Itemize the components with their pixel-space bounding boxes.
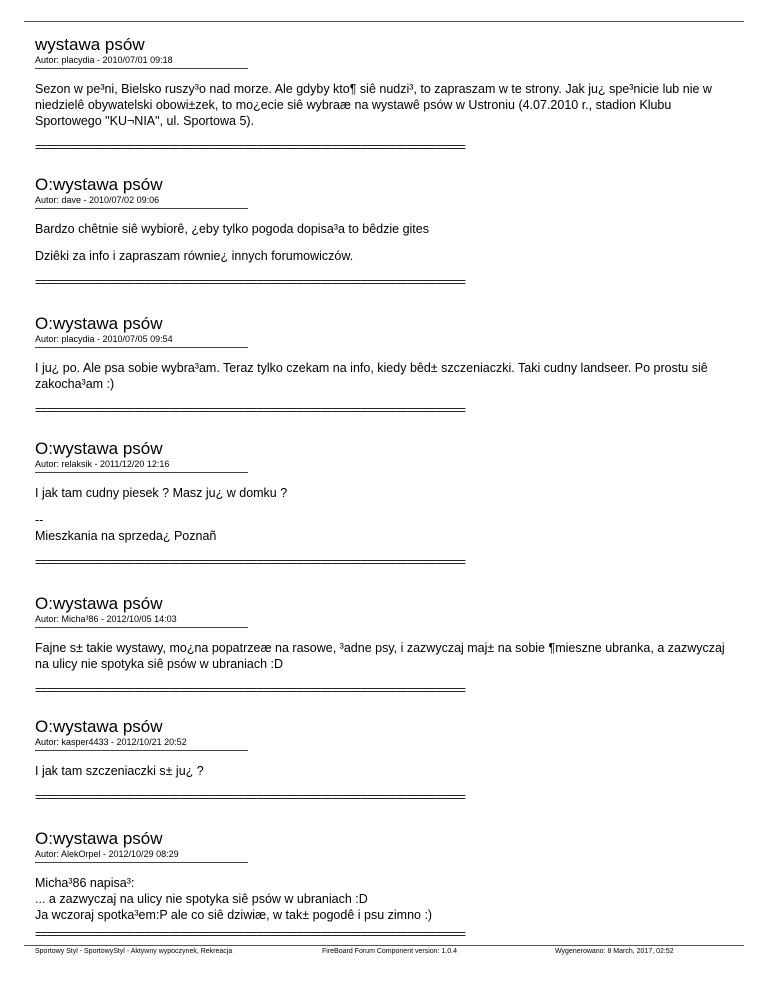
post-meta: Autor: dave - 2010/07/02 09:06 <box>35 195 160 205</box>
post-paragraph: Fajne s± takie wystawy, mo¿na popatrzeæ na rasowe, ³adne psy, i zazwyczaj maj± na sobie ¶mieszne ubranka, a zazwyczaj na ulicy nie spotyka siê psów w ubraniach :D <box>35 641 725 671</box>
footer-component-version: FireBoard Forum Component version: 1.0.4 <box>322 948 458 955</box>
post-body <box>35 360 735 392</box>
post-separator: ========================================================================== <box>35 927 465 941</box>
post-signature: -- Mieszkania na sprzeda¿ Poznañ <box>35 513 217 543</box>
post <box>35 176 735 289</box>
post-paragraph: Sezon w pe³ni, Bielsko ruszy³o nad morze. Ale gdyby kto¶ siê nudzi³, to zapraszam w te strony. Jak ju¿ spe³nicie lub nie w niedzielê obywatelski obowi±zek, to mo¿ecie siê wybraæ na wystawê psów w Ustroniu (4.07.2010 r., stadion Klubu Sportowego "KU¬NIA", ul. Sportowa 5). <box>35 82 712 128</box>
post-title: O:wystawa psów <box>35 314 163 333</box>
post-meta: Autor: kasper4433 - 2012/10/21 20:52 <box>35 737 187 747</box>
post-body <box>35 485 735 544</box>
post <box>35 595 735 697</box>
top-rule <box>24 21 744 22</box>
footer-rule <box>24 945 744 946</box>
post-body <box>35 875 735 923</box>
meta-divider <box>35 347 248 348</box>
post-separator: ========================================================================== <box>35 403 465 417</box>
post-paragraph: Bardzo chêtnie siê wybiorê, ¿eby tylko pogoda dopisa³a to bêdzie gites <box>35 222 429 236</box>
meta-divider <box>35 208 248 209</box>
meta-divider <box>35 627 248 628</box>
post-title: O:wystawa psów <box>35 829 163 848</box>
post-body <box>35 81 735 129</box>
post-body <box>35 640 735 672</box>
post-body <box>35 221 735 264</box>
post-separator: ========================================================================== <box>35 555 465 569</box>
post-paragraph: Dziêki za info i zapraszam równie¿ innych forumowiczów. <box>35 249 354 263</box>
post-meta: Autor: relaksik - 2011/12/20 12:16 <box>35 459 170 469</box>
post-paragraph: I ju¿ po. Ale psa sobie wybra³am. Teraz tylko czekam na info, kiedy bêd± szczeniaczki. Taki cudny landseer. Po prostu siê zakocha³am :) <box>35 361 708 391</box>
post-separator: ========================================================================== <box>35 275 465 289</box>
post-separator: ========================================================================== <box>35 790 465 804</box>
footer-generated-date: Wygenerowano: 8 March, 2017, 02:52 <box>555 948 674 955</box>
post-separator: ========================================================================== <box>35 140 465 154</box>
meta-divider <box>35 862 248 863</box>
post-separator: ========================================================================== <box>35 683 465 697</box>
post-title: O:wystawa psów <box>35 439 163 458</box>
post-paragraph: I jak tam szczeniaczki s± ju¿ ? <box>35 764 204 778</box>
post-title: O:wystawa psów <box>35 717 163 736</box>
post-meta: Autor: AlekOrpel - 2012/10/29 08:29 <box>35 849 179 859</box>
post-title: wystawa psów <box>35 35 145 54</box>
post <box>35 718 735 804</box>
post <box>35 830 735 941</box>
footer-site-name: Sportowy Styl - SportowyStyl - Aktywny wypoczynek, Rekreacja <box>35 948 233 955</box>
post-quote: Micha³86 napisa³: ... a zazwyczaj na ulicy nie spotyka siê psów w ubraniach :D Ja wczoraj spotka³em:P ale co siê dziwiæ, w tak± pogodê i psu zimno :) <box>35 876 433 922</box>
meta-divider <box>35 750 248 751</box>
meta-divider <box>35 472 248 473</box>
post-title: O:wystawa psów <box>35 175 163 194</box>
post-title: O:wystawa psów <box>35 594 163 613</box>
meta-divider <box>35 68 248 69</box>
post <box>35 36 735 154</box>
post-meta: Autor: placydia - 2010/07/01 09:18 <box>35 55 173 65</box>
post <box>35 315 735 417</box>
post-meta: Autor: Micha³86 - 2012/10/05 14:03 <box>35 614 177 624</box>
post-paragraph: I jak tam cudny piesek ? Masz ju¿ w domku ? <box>35 486 288 500</box>
post <box>35 440 735 569</box>
post-meta: Autor: placydia - 2010/07/05 09:54 <box>35 334 173 344</box>
post-body <box>35 763 735 779</box>
